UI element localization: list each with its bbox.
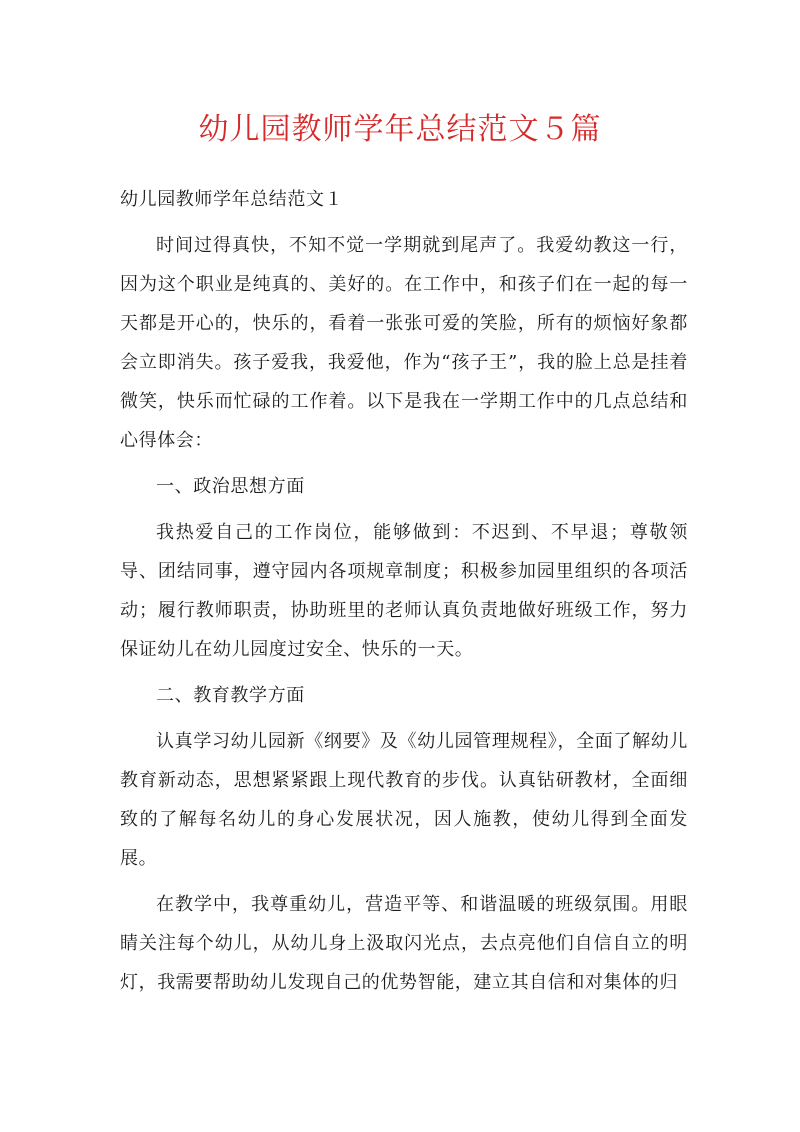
- section-heading-teaching: 二、教育教学方面: [156, 685, 305, 706]
- paragraph-politics: 我热爱自己的工作岗位，能够做到：不迟到、不早退；尊敬领导、团结同事，遵守园内各项规章制度；积极参加园里组织的各项活动；履行教师职责，协助班里的老师认真负责地做好班级工作，努力保证幼儿在幼儿园度过安全、快乐的一天。: [120, 522, 688, 660]
- paragraph-teaching-practice: 在教学中，我尊重幼儿，营造平等、和谐温暖的班级氛围。用眼睛关注每个幼儿，从幼儿身上汲取闪光点，去点亮他们自信自立的明灯，我需要帮助幼儿发现自己的优势智能，建立其自信和对集体的归: [120, 894, 688, 993]
- section-subtitle: 幼儿园教师学年总结范文１: [120, 189, 344, 210]
- document-body: [120, 180, 688, 1009]
- document-title: 幼儿园教师学年总结范文５篇: [198, 112, 602, 147]
- paragraph-teaching-study: 认真学习幼儿园新《纲要》及《幼儿园管理规程》，全面了解幼儿教育新动态，思想紧紧跟上现代教育的步伐。认真钻研教材，全面细致的了解每名幼儿的身心发展状况，因人施教，使幼儿得到全面发展。: [120, 731, 688, 869]
- section-heading-politics: 一、政治思想方面: [156, 476, 305, 497]
- paragraph-intro: 时间过得真快，不知不觉一学期就到尾声了。我爱幼教这一行，因为这个职业是纯真的、美好的。在工作中，和孩子们在一起的每一天都是开心的，快乐的，看着一张张可爱的笑脸，所有的烦恼好象都会立即消失。孩子爱我，我爱他，作为“孩子王”，我的脸上总是挂着微笑，快乐而忙碌的工作着。以下是我在一学期工作中的几点总结和心得体会：: [120, 235, 688, 451]
